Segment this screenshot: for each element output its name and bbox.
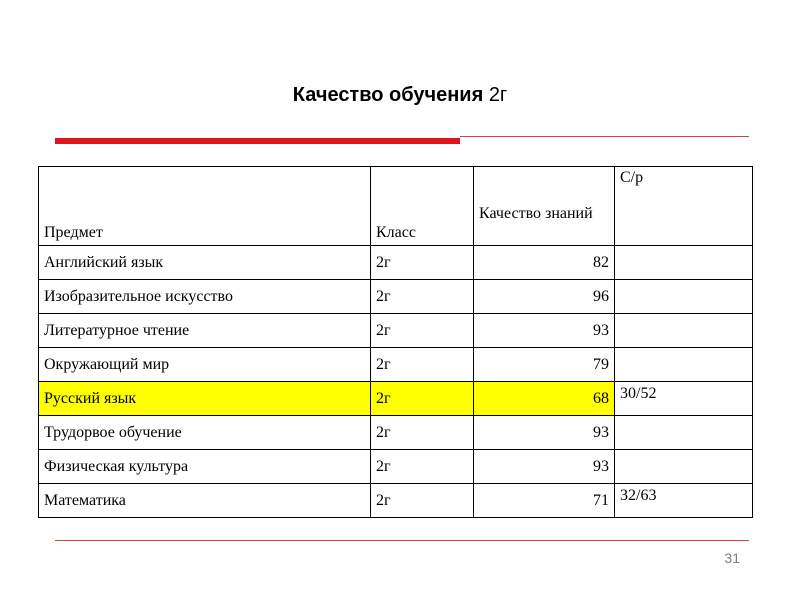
cell-test (615, 280, 753, 314)
header-class: Класс (371, 167, 474, 246)
cell-class: 2г (371, 416, 474, 450)
table-row (39, 450, 753, 484)
cell-quality: 93 (474, 314, 615, 348)
accent-rule-thin (460, 136, 749, 137)
header-quality: Качество знаний (474, 167, 615, 246)
cell-class: 2г (371, 246, 474, 280)
title-class-name: 2г (488, 84, 508, 106)
table-row (39, 416, 753, 450)
header-subject: Предмет (39, 167, 371, 246)
cell-test (615, 314, 753, 348)
table-row (39, 314, 753, 348)
table-header-row (39, 167, 753, 246)
table-row-highlighted (39, 382, 753, 416)
cell-subject: Изобразительное искусство (39, 280, 371, 314)
table-row (39, 246, 753, 280)
header-test: С/р (615, 167, 753, 246)
cell-class: 2г (371, 382, 474, 416)
cell-quality: 68 (474, 382, 615, 416)
footer-rule (55, 540, 749, 541)
table-row (39, 484, 753, 518)
cell-quality: 96 (474, 280, 615, 314)
title-main: Качество обучения (292, 84, 484, 106)
cell-subject: Русский язык (39, 382, 371, 416)
cell-class: 2г (371, 484, 474, 518)
cell-class: 2г (371, 348, 474, 382)
cell-test (615, 246, 753, 280)
cell-test (615, 450, 753, 484)
cell-quality: 93 (474, 416, 615, 450)
cell-subject: Трудорвое обучение (39, 416, 371, 450)
cell-test (615, 348, 753, 382)
cell-class: 2г (371, 450, 474, 484)
table-row (39, 280, 753, 314)
cell-quality: 93 (474, 450, 615, 484)
page-title (0, 83, 800, 107)
page-number: 31 (724, 550, 740, 566)
cell-subject: Окружающий мир (39, 348, 371, 382)
cell-class: 2г (371, 280, 474, 314)
accent-rule-thick (55, 138, 460, 144)
cell-subject: Английский язык (39, 246, 371, 280)
cell-test: 30/52 (615, 382, 753, 416)
cell-subject: Математика (39, 484, 371, 518)
table-row (39, 348, 753, 382)
cell-class: 2г (371, 314, 474, 348)
cell-quality: 82 (474, 246, 615, 280)
cell-quality: 79 (474, 348, 615, 382)
grades-table (38, 166, 753, 518)
cell-test (615, 416, 753, 450)
cell-quality: 71 (474, 484, 615, 518)
cell-subject: Литературное чтение (39, 314, 371, 348)
cell-subject: Физическая культура (39, 450, 371, 484)
cell-test: 32/63 (615, 484, 753, 518)
